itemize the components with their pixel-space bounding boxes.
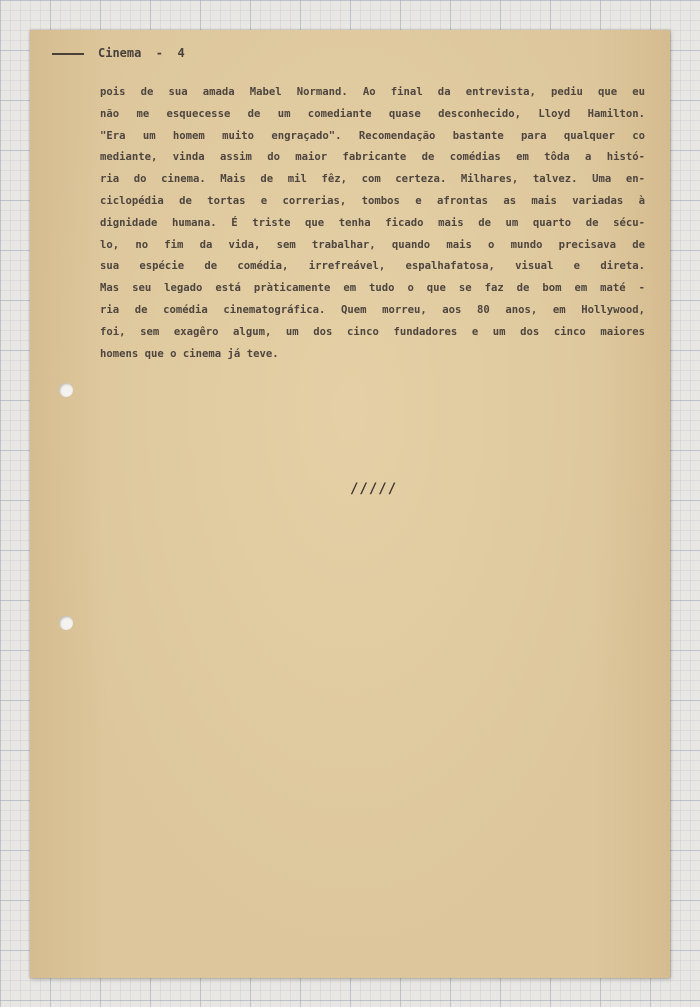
text-line: "Era um homem muito engraçado". Recomendação bastante para qualquer co [100, 129, 645, 142]
text-line: não me esquecesse de um comediante quase desconhecido, Lloyd Hamilton. [100, 107, 645, 120]
punch-hole-bottom [59, 616, 73, 630]
punch-hole-top [59, 383, 73, 397]
page-header [52, 46, 185, 60]
text-line: lo, no fim da vida, sem trabalhar, quando mais o mundo precisava de [100, 238, 645, 251]
text-line: ciclopédia de tortas e correrias, tombos e afrontas as mais variadas à [100, 194, 645, 207]
text-line: homens que o cinema já teve. [100, 347, 279, 360]
text-line: dignidade humana. É triste que tenha ficado mais de um quarto de sécu- [100, 216, 645, 229]
text-line: pois de sua amada Mabel Normand. Ao final da entrevista, pediu que eu [100, 86, 645, 98]
end-mark: ///// [350, 481, 398, 497]
text-line: ria do cinema. Mais de mil fêz, com certeza. Milhares, talvez. Uma en- [100, 173, 645, 186]
text-line: ria de comédia cinematográfica. Quem morreu, aos 80 anos, em Hollywood, [100, 303, 645, 316]
text-line: Mas seu legado está pràticamente em tudo o que se faz de bom em maté - [100, 282, 645, 295]
body-text [100, 82, 645, 365]
text-line: sua espécie de comédia, irrefreável, espalhafatosa, visual e direta. [100, 260, 645, 273]
text-line: foi, sem exagêro algum, um dos cinco fundadores e um dos cinco maiores [100, 325, 645, 338]
document-page [30, 30, 670, 978]
handwritten-dash-mark [52, 53, 84, 55]
text-line: mediante, vinda assim do maior fabricante de comédias em tôda a histó- [100, 151, 645, 164]
page-header-text: Cinema - 4 [98, 46, 185, 60]
